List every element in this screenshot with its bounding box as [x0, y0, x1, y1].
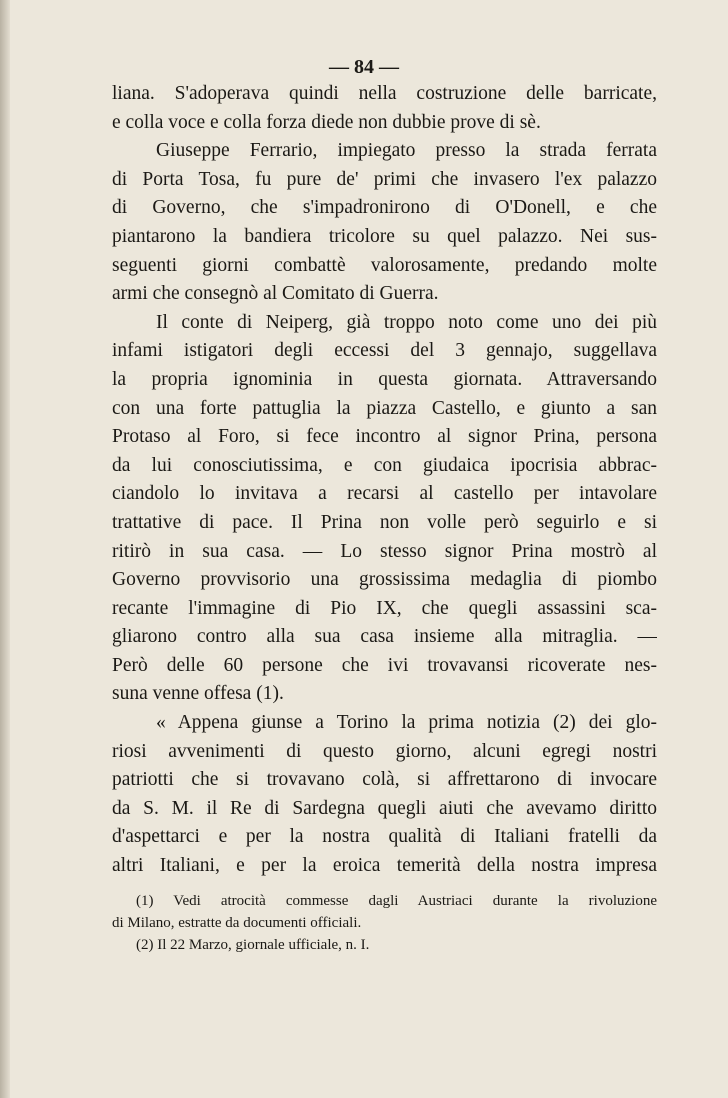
- text-line: seguenti giorni combattè valorosamente, predando molte: [112, 254, 657, 276]
- text-line: armi che consegnò al Comitato di Guerra.: [112, 283, 439, 305]
- text-line: ritirò in sua casa. — Lo stesso signor Prina mostrò al: [112, 540, 657, 562]
- text-line: d'aspettarci e per la nostra qualità di Italiani fratelli da: [112, 826, 657, 848]
- text-line: patriotti che si trovavano colà, si affrettarono di invocare: [112, 769, 657, 791]
- text-line: Governo provvisorio una grossissima medaglia di piombo: [112, 569, 657, 591]
- text-line: piantarono la bandiera tricolore su quel palazzo. Nei sus-: [112, 225, 657, 247]
- text-line: di Governo, che s'impadronirono di O'Donell, e che: [112, 197, 657, 219]
- body-text: [112, 80, 657, 881]
- text-line: Protaso al Foro, si fece incontro al signor Prina, persona: [112, 426, 657, 448]
- text-line: suna venne offesa (1).: [112, 683, 284, 705]
- text-line: di Porta Tosa, fu pure de' primi che invasero l'ex palazzo: [112, 168, 657, 190]
- text-line: e colla voce e colla forza diede non dubbie prove di sè.: [112, 111, 541, 133]
- text-line: infami istigatori degli eccessi del 3 gennajo, suggellava: [112, 340, 657, 362]
- text-line: ciandolo lo invitava a recarsi al castello per intavolare: [112, 483, 657, 505]
- text-line: liana. S'adoperava quindi nella costruzione delle barricate,: [112, 83, 657, 104]
- text-line: Giuseppe Ferrario, impiegato presso la strada ferrata: [156, 140, 657, 162]
- page-number: — 84 —: [329, 56, 399, 78]
- text-line: da S. M. il Re di Sardegna quegli aiuti che avevamo diritto: [112, 797, 657, 819]
- text-line: Il conte di Neiperg, già troppo noto come uno dei più: [156, 311, 657, 333]
- footnote-line: (1) Vedi atrocità commesse dagli Austriaci durante la rivoluzione: [136, 893, 657, 909]
- text-line: con una forte pattuglia la piazza Castello, e giunto a san: [112, 397, 657, 419]
- text-line: « Appena giunse a Torino la prima notizia (2) dei glo-: [156, 712, 657, 734]
- text-line: riosi avvenimenti di questo giorno, alcuni egregi nostri: [112, 740, 657, 762]
- text-line: gliarono contro alla sua casa insieme alla mitraglia. —: [112, 626, 657, 648]
- text-line: la propria ignominia in questa giornata. Attraversando: [112, 368, 657, 390]
- page-spine-shadow: [0, 0, 10, 1098]
- footnote-line: di Milano, estratte da documenti officiali.: [112, 915, 362, 931]
- text-line: altri Italiani, e per la eroica temerità della nostra impresa: [112, 855, 657, 877]
- text-line: Però delle 60 persone che ivi trovavansi ricoverate nes-: [112, 654, 657, 676]
- text-line: recante l'immagine di Pio IX, che quegli assassini sca-: [112, 597, 657, 619]
- footnotes: [112, 890, 657, 956]
- text-line: da lui conosciutissima, e con giudaica ipocrisia abbrac-: [112, 454, 657, 476]
- text-line: trattative di pace. Il Prina non volle però seguirlo e si: [112, 511, 657, 533]
- footnote-line: (2) Il 22 Marzo, giornale ufficiale, n. I.: [136, 937, 370, 953]
